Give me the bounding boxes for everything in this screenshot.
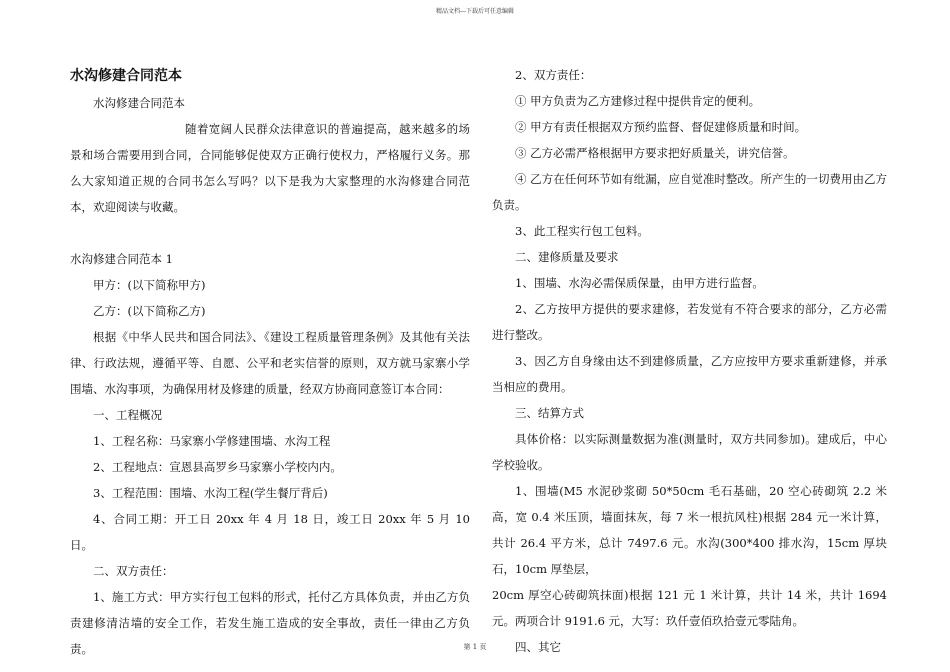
left-column — [70, 62, 470, 662]
page-header: 精品文档---下载后可任意编辑 — [435, 8, 515, 15]
page-footer: 第 1 页 — [463, 643, 487, 651]
basis-paragraph: 根据《中华人民共和国合同法》、《建设工程质量管理条例》及其他有关法律、行政法规，遵循平等、自愿、公平和老实信誉的原则，双方就马家寨小学围墙、水沟事项，为确保用材及修建的质量，经双方协商同意签订本合同： — [70, 330, 470, 396]
list-item: ② 甲方有责任根据双方预约监督、督促建修质量和时间。 — [515, 120, 807, 134]
intro-paragraph: 随着宽阔人民群众法律意识的普遍提高，越来越多的场景和场合需要用到合同，合同能够促使双方正确行使权力，严格履行义务。那么大家知道正规的合同书怎么写吗？以下是我为大家整理的水沟修建合同范本，欢迎阅读与收藏。 — [70, 122, 470, 214]
section-heading: 二、建修质量及要求 — [515, 250, 619, 264]
list-item: 2、乙方按甲方提供的要求建修，若发觉有不符合要求的部分，乙方必需进行整改。 — [492, 302, 887, 342]
calculation-paragraph: 20cm 厚空心砖砌筑抹面)根据 121 元 1 米计算，共计 14 米，共计 1694 元。两项合计 9191.6 元，大写：玖仟壹佰玖拾壹元零陆角。 — [492, 588, 887, 628]
section-heading: 四、其它 — [515, 640, 561, 654]
price-paragraph: 具体价格：以实际测量数据为准(测量时，双方共同参加)。建成后，中心学校验收。 — [492, 432, 887, 472]
party-a: 甲方：(以下简称甲方) — [93, 278, 206, 292]
list-item: ① 甲方负责为乙方建修过程中提供肯定的便利。 — [515, 94, 761, 108]
list-item: 2、工程地点：宣恩县高罗乡马家寨小学校内内。 — [93, 460, 342, 474]
list-item: 2、双方责任： — [515, 68, 592, 82]
right-column — [492, 62, 887, 660]
list-item: 3、因乙方自身缘由达不到建修质量，乙方应按甲方要求重新建修，并承当相应的费用。 — [492, 354, 887, 394]
list-item: 3、此工程实行包工包料。 — [515, 224, 649, 238]
list-item: 3、工程范围：围墙、水沟工程(学生餐厅背后) — [93, 486, 328, 500]
list-item: 1、工程名称：马家寨小学修建围墙、水沟工程 — [93, 434, 331, 448]
spacer — [70, 220, 470, 246]
list-item: 1、围墙、水沟必需保质保量，由甲方进行监督。 — [515, 276, 764, 290]
section-heading: 一、工程概况 — [93, 408, 162, 422]
subtitle: 水沟修建合同范本 — [93, 96, 185, 110]
party-b: 乙方：(以下简称乙方) — [93, 304, 206, 318]
list-item: 4、合同工期：开工日 20xx 年 4 月 18 日，竣工日 20xx 年 5 月 10 日。 — [70, 512, 470, 552]
document-title: 水沟修建合同范本 — [70, 68, 182, 84]
section-heading: 三、结算方式 — [515, 406, 584, 420]
contract-title: 水沟修建合同范本 1 — [70, 252, 173, 266]
section-heading: 二、双方责任： — [93, 564, 174, 578]
list-item: ③ 乙方必需严格根据甲方要求把好质量关，讲究信誉。 — [515, 146, 795, 160]
list-item: 1、施工方式：甲方实行包工包料的形式，托付乙方具体负责，并由乙方负责建修清洁墙的安全工作，若发生施工造成的安全事故，责任一律由乙方负责。 — [70, 590, 470, 656]
calculation-paragraph: 1、围墙(M5 水泥砂浆砌 50*50cm 毛石基础，20 空心砖砌筑 2.2 米高，宽 0.4 米压顶，墙面抹灰，每 7 米一根抗风柱)根据 284 元一米计算，共计 26.4 平方米，总计 7497.6 元。水沟(300*400 排水沟，15cm 厚块石，10cm 厚垫层， — [492, 484, 887, 576]
list-item: ④ 乙方在任何环节如有纰漏，应自觉准时整改。所产生的一切费用由乙方负责。 — [492, 172, 887, 212]
